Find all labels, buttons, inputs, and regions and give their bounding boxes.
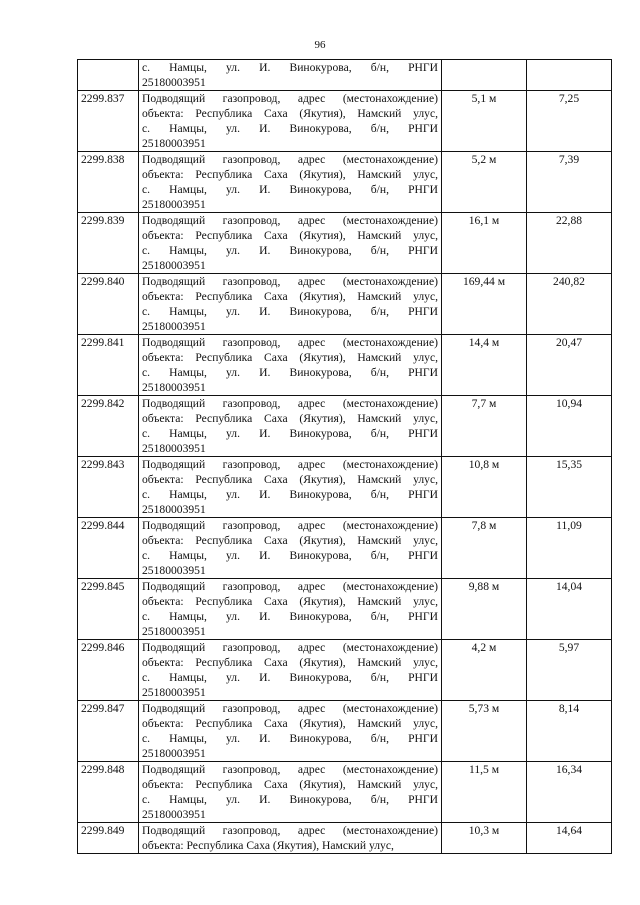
row-description-cell xyxy=(139,335,442,396)
row-description-cell xyxy=(139,762,442,823)
row-description-cell xyxy=(139,396,442,457)
description-line: с. Намцы, ул. И. Винокурова, б/н, РНГИ xyxy=(142,122,438,135)
row-description-cell xyxy=(139,640,442,701)
description-line: с. Намцы, ул. И. Винокурова, б/н, РНГИ xyxy=(142,732,438,745)
description-line: с. Намцы, ул. И. Винокурова, б/н, РНГИ xyxy=(142,305,438,318)
row-value-cell: 7,39 xyxy=(527,152,612,213)
row-description-cell xyxy=(139,60,442,91)
description-line: объекта: Республика Саха (Якутия), Намский улус, xyxy=(142,412,438,425)
row-number-cell xyxy=(78,60,139,91)
description-line: Подводящий газопровод, адрес (местонахождение) xyxy=(142,519,438,532)
description-line: с. Намцы, ул. И. Винокурова, б/н, РНГИ xyxy=(142,183,438,196)
table-row xyxy=(78,762,612,823)
description-line: Подводящий газопровод, адрес (местонахождение) xyxy=(142,763,438,776)
description-line: Подводящий газопровод, адрес (местонахождение) xyxy=(142,824,438,837)
description-line: 25180003951 xyxy=(142,381,206,394)
row-value-cell: 7,25 xyxy=(527,91,612,152)
row-value-cell xyxy=(527,60,612,91)
description-line: с. Намцы, ул. И. Винокурова, б/н, РНГИ xyxy=(142,671,438,684)
description-line: 25180003951 xyxy=(142,625,206,638)
row-length-cell: 14,4 м xyxy=(442,335,527,396)
row-value-cell: 240,82 xyxy=(527,274,612,335)
description-line: 25180003951 xyxy=(142,320,206,333)
table-row xyxy=(78,274,612,335)
description-line: 25180003951 xyxy=(142,747,206,760)
description-line: объекта: Республика Саха (Якутия), Намский улус, xyxy=(142,839,394,852)
description-line: Подводящий газопровод, адрес (местонахождение) xyxy=(142,336,438,349)
row-length-cell: 7,7 м xyxy=(442,396,527,457)
row-number-cell: 2299.837 xyxy=(78,91,139,152)
description-line: Подводящий газопровод, адрес (местонахождение) xyxy=(142,92,438,105)
row-length-cell: 4,2 м xyxy=(442,640,527,701)
row-description-cell xyxy=(139,701,442,762)
row-number-cell: 2299.849 xyxy=(78,823,139,854)
table-row xyxy=(78,701,612,762)
table-row xyxy=(78,823,612,854)
description-line: 25180003951 xyxy=(142,503,206,516)
row-value-cell: 10,94 xyxy=(527,396,612,457)
table-row xyxy=(78,213,612,274)
row-number-cell: 2299.842 xyxy=(78,396,139,457)
row-length-cell: 7,8 м xyxy=(442,518,527,579)
row-length-cell: 5,2 м xyxy=(442,152,527,213)
description-line: Подводящий газопровод, адрес (местонахождение) xyxy=(142,214,438,227)
description-line: с. Намцы, ул. И. Винокурова, б/н, РНГИ xyxy=(142,488,438,501)
row-description-cell xyxy=(139,274,442,335)
row-length-cell: 169,44 м xyxy=(442,274,527,335)
description-line: Подводящий газопровод, адрес (местонахождение) xyxy=(142,641,438,654)
description-line: объекта: Республика Саха (Якутия), Намский улус, xyxy=(142,717,438,730)
row-value-cell: 16,34 xyxy=(527,762,612,823)
row-length-cell: 9,88 м xyxy=(442,579,527,640)
row-length-cell: 10,8 м xyxy=(442,457,527,518)
table-row xyxy=(78,152,612,213)
description-line: 25180003951 xyxy=(142,686,206,699)
description-line: Подводящий газопровод, адрес (местонахождение) xyxy=(142,275,438,288)
table-row xyxy=(78,518,612,579)
description-line: с. Намцы, ул. И. Винокурова, б/н, РНГИ xyxy=(142,427,438,440)
row-number-cell: 2299.838 xyxy=(78,152,139,213)
row-description-cell xyxy=(139,152,442,213)
row-length-cell: 11,5 м xyxy=(442,762,527,823)
description-line: объекта: Республика Саха (Якутия), Намский улус, xyxy=(142,351,438,364)
row-description-cell xyxy=(139,518,442,579)
table-row-continued xyxy=(78,60,612,91)
row-number-cell: 2299.848 xyxy=(78,762,139,823)
description-line: объекта: Республика Саха (Якутия), Намский улус, xyxy=(142,656,438,669)
description-line: Подводящий газопровод, адрес (местонахождение) xyxy=(142,153,438,166)
row-value-cell: 11,09 xyxy=(527,518,612,579)
description-line: с. Намцы, ул. И. Винокурова, б/н, РНГИ xyxy=(142,61,438,74)
table-row xyxy=(78,335,612,396)
description-line: с. Намцы, ул. И. Винокурова, б/н, РНГИ xyxy=(142,244,438,257)
row-description-cell xyxy=(139,579,442,640)
description-line: 25180003951 xyxy=(142,564,206,577)
description-line: объекта: Республика Саха (Якутия), Намский улус, xyxy=(142,168,438,181)
description-line: 25180003951 xyxy=(142,198,206,211)
description-line: объекта: Республика Саха (Якутия), Намский улус, xyxy=(142,778,438,791)
description-line: 25180003951 xyxy=(142,442,206,455)
row-description-cell xyxy=(139,457,442,518)
description-line: Подводящий газопровод, адрес (местонахождение) xyxy=(142,580,438,593)
row-number-cell: 2299.846 xyxy=(78,640,139,701)
row-value-cell: 15,35 xyxy=(527,457,612,518)
row-number-cell: 2299.839 xyxy=(78,213,139,274)
row-value-cell: 22,88 xyxy=(527,213,612,274)
row-description-cell xyxy=(139,213,442,274)
registry-table-body xyxy=(78,60,612,854)
row-number-cell: 2299.843 xyxy=(78,457,139,518)
description-line: с. Намцы, ул. И. Винокурова, б/н, РНГИ xyxy=(142,366,438,379)
page-number: 96 xyxy=(314,39,326,51)
description-line: 25180003951 xyxy=(142,76,206,89)
table-row xyxy=(78,91,612,152)
description-line: с. Намцы, ул. И. Винокурова, б/н, РНГИ xyxy=(142,610,438,623)
registry-table xyxy=(77,59,612,854)
description-line: 25180003951 xyxy=(142,808,206,821)
row-value-cell: 14,04 xyxy=(527,579,612,640)
description-line: объекта: Республика Саха (Якутия), Намский улус, xyxy=(142,107,438,120)
description-line: объекта: Республика Саха (Якутия), Намский улус, xyxy=(142,229,438,242)
row-number-cell: 2299.840 xyxy=(78,274,139,335)
table-row xyxy=(78,579,612,640)
description-line: 25180003951 xyxy=(142,137,206,150)
description-line: объекта: Республика Саха (Якутия), Намский улус, xyxy=(142,595,438,608)
row-description-cell xyxy=(139,91,442,152)
row-value-cell: 8,14 xyxy=(527,701,612,762)
row-number-cell: 2299.845 xyxy=(78,579,139,640)
row-number-cell: 2299.847 xyxy=(78,701,139,762)
description-line: 25180003951 xyxy=(142,259,206,272)
description-line: с. Намцы, ул. И. Винокурова, б/н, РНГИ xyxy=(142,549,438,562)
row-length-cell: 5,73 м xyxy=(442,701,527,762)
row-value-cell: 5,97 xyxy=(527,640,612,701)
row-number-cell: 2299.841 xyxy=(78,335,139,396)
description-line: объекта: Республика Саха (Якутия), Намский улус, xyxy=(142,473,438,486)
description-line: Подводящий газопровод, адрес (местонахождение) xyxy=(142,458,438,471)
row-value-cell: 20,47 xyxy=(527,335,612,396)
description-line: Подводящий газопровод, адрес (местонахождение) xyxy=(142,702,438,715)
row-value-cell: 14,64 xyxy=(527,823,612,854)
table-row xyxy=(78,640,612,701)
description-line: объекта: Республика Саха (Якутия), Намский улус, xyxy=(142,534,438,547)
description-line: Подводящий газопровод, адрес (местонахождение) xyxy=(142,397,438,410)
description-line: объекта: Республика Саха (Якутия), Намский улус, xyxy=(142,290,438,303)
description-line: с. Намцы, ул. И. Винокурова, б/н, РНГИ xyxy=(142,793,438,806)
row-length-cell: 16,1 м xyxy=(442,213,527,274)
table-row xyxy=(78,457,612,518)
row-length-cell: 10,3 м xyxy=(442,823,527,854)
row-number-cell: 2299.844 xyxy=(78,518,139,579)
table-row xyxy=(78,396,612,457)
row-length-cell xyxy=(442,60,527,91)
row-length-cell: 5,1 м xyxy=(442,91,527,152)
row-description-cell xyxy=(139,823,442,854)
